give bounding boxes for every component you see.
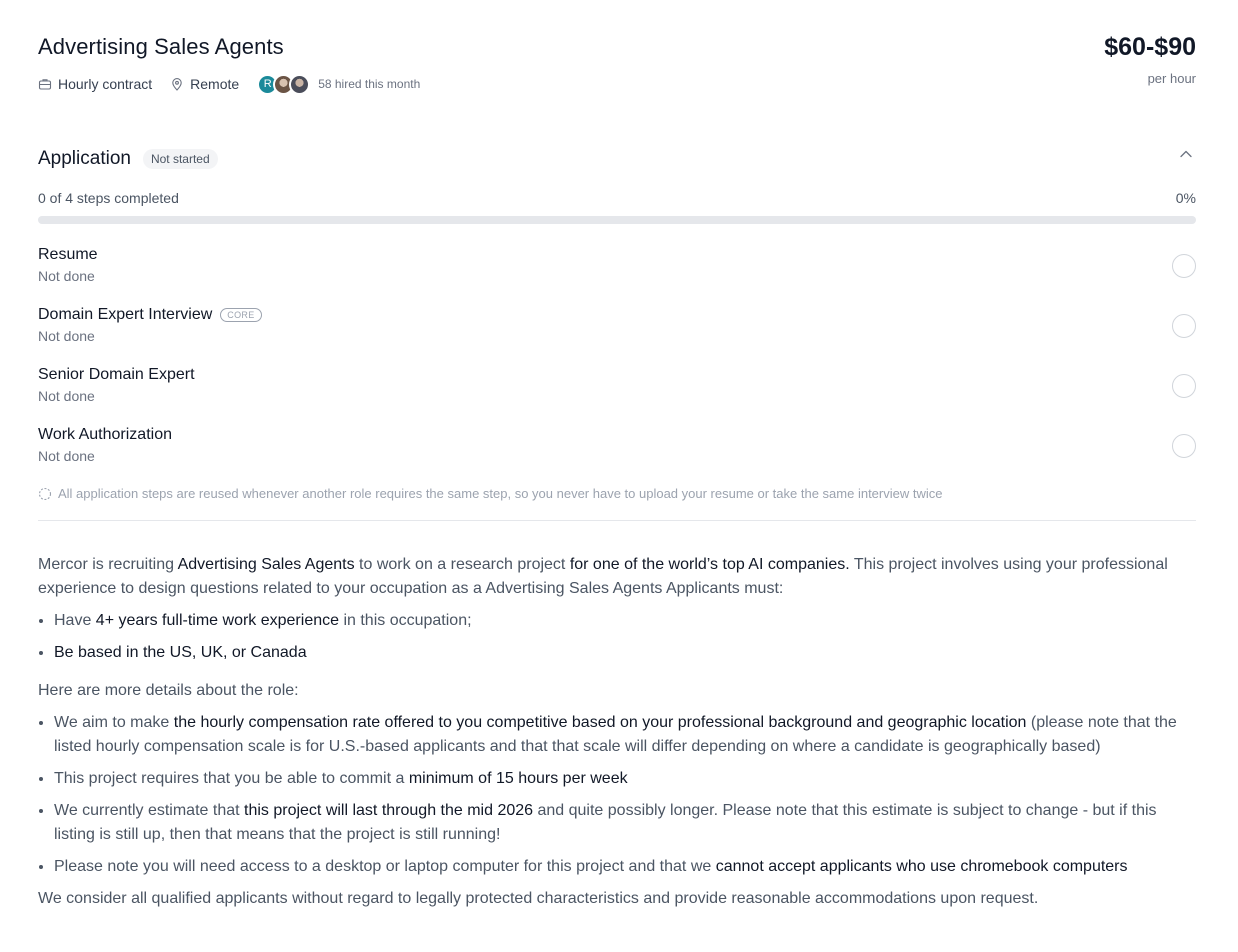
status-badge: Not started: [143, 149, 218, 169]
location-type: [170, 76, 239, 92]
list-item: • We aim to make the hourly compensation rate offered to you competitive based on your professional background and geographic location (please note that the listed hourly compensation scale is for U.S.-based applicants and that that scale will differ depending on where a candidate is geographically based): [54, 711, 1198, 759]
dashed-circle-icon: [38, 487, 52, 501]
avatar: R: [257, 74, 278, 95]
application-header: [38, 148, 218, 170]
application-title: Application: [38, 148, 131, 169]
pay-rate-unit: per hour: [1147, 71, 1196, 86]
step-checkbox[interactable]: [1172, 434, 1196, 458]
step-senior-domain-expert[interactable]: [38, 366, 1196, 416]
steps-completed: 0 of 4 steps completed: [38, 190, 179, 206]
job-description: [38, 553, 1198, 911]
details-heading: Here are more details about the role:: [38, 682, 299, 699]
briefcase-icon: [38, 77, 52, 91]
step-checkbox[interactable]: [1172, 374, 1196, 398]
contract-type: [38, 76, 152, 92]
progress-bar: [38, 216, 1196, 224]
list-item: • Have 4+ years full-time work experience in this occupation;: [54, 609, 1198, 633]
step-title: Work Authorization: [38, 426, 172, 443]
job-title: Advertising Sales Agents: [38, 34, 284, 59]
reuse-note-text: All application steps are reused whenever another role requires the same step, so you never have to upload your resume or take the same interview twice: [58, 486, 943, 501]
chevron-up-icon[interactable]: [1178, 146, 1194, 162]
step-resume[interactable]: [38, 246, 1196, 296]
step-title: Resume: [38, 246, 98, 263]
list-item: • Please note you will need access to a desktop or laptop computer for this project and that we cannot accept applicants who use chromebook computers: [54, 855, 1198, 879]
progress-percent: 0%: [1175, 190, 1196, 206]
intro-paragraph: Mercor is recruiting Advertising Sales Agents to work on a research project for one of the world’s top AI companies. This project involves using your professional experience to design questions related to your occupation as a Advertising Sales Agents Applicants must:: [38, 556, 1168, 597]
job-meta: [38, 72, 420, 96]
location-label: Remote: [190, 76, 240, 92]
step-checkbox[interactable]: [1172, 314, 1196, 338]
eeo-statement: We consider all qualified applicants without regard to legally protected characteristics and provide reasonable accommodations upon request.: [38, 890, 1039, 907]
step-checkbox[interactable]: [1172, 254, 1196, 278]
section-divider: [38, 520, 1196, 521]
step-title: Domain Expert Interview CORE: [38, 306, 262, 324]
hired-avatars: [257, 74, 310, 95]
step-status: Not done: [38, 328, 95, 344]
step-domain-expert-interview[interactable]: [38, 306, 1196, 356]
core-tag: CORE: [220, 308, 261, 322]
step-status: Not done: [38, 448, 95, 464]
list-item: • This project requires that you be able to commit a minimum of 15 hours per week: [54, 767, 1198, 791]
step-work-authorization[interactable]: [38, 426, 1196, 476]
step-status: Not done: [38, 268, 95, 284]
reuse-note: [38, 486, 942, 501]
hired-count: 58 hired this month: [318, 77, 421, 91]
details-list: [54, 711, 1198, 879]
list-item: • Be based in the US, UK, or Canada: [54, 641, 1198, 665]
step-title: Senior Domain Expert: [38, 366, 195, 383]
contract-label: Hourly contract: [58, 76, 153, 92]
step-status: Not done: [38, 388, 95, 404]
requirements-list: [54, 609, 1198, 665]
list-item: • We currently estimate that this project will last through the mid 2026 and quite possibly longer. Please note that this estimate is subject to change - but if this listing is still up, then that means that the project is still running!: [54, 799, 1198, 847]
avatar: [289, 74, 310, 95]
pay-rate: $60-$90: [1104, 33, 1196, 61]
map-pin-icon: [170, 77, 184, 91]
